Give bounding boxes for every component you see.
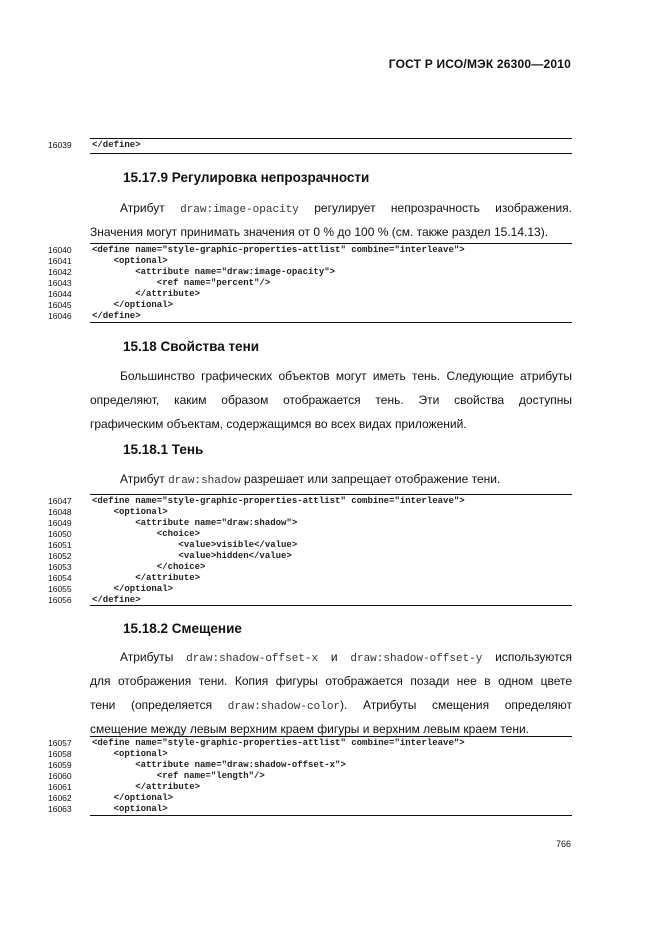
code-line — [0, 529, 661, 540]
code-line — [0, 562, 661, 573]
line-number: 16041 — [48, 256, 72, 266]
line-number: 16060 — [48, 771, 72, 781]
section-heading: 15.17.9 Регулировка непрозрачности — [123, 170, 370, 185]
text: используются — [482, 650, 572, 664]
code-text: </define> — [92, 311, 141, 321]
text: Большинство графических объектов могут иметь тень. Следующие атрибуты — [120, 369, 572, 383]
line-number: 16051 — [48, 540, 72, 550]
section-heading: 15.18.1 Тень — [123, 442, 204, 457]
paragraph — [90, 364, 572, 436]
section-heading: 15.18 Свойства тени — [123, 339, 260, 354]
document-header: ГОСТ Р ИСО/МЭК 26300—2010 — [388, 57, 571, 71]
line-number: 16055 — [48, 584, 72, 594]
line-number: 16042 — [48, 267, 72, 277]
code-line — [0, 267, 661, 278]
code-line — [0, 311, 661, 322]
line-number: 16040 — [48, 245, 72, 255]
code-line — [0, 573, 661, 584]
code-text: </attribute> — [92, 782, 201, 792]
paragraph-line — [90, 364, 572, 388]
line-number: 16049 — [48, 518, 72, 528]
code-text: <choice> — [92, 529, 201, 539]
paragraph-line: графическим объектам, содержащимся во всех видах приложений. — [90, 417, 467, 431]
code-text: </optional> — [92, 300, 174, 310]
code-text: </optional> — [92, 793, 174, 803]
code-rule-top — [90, 736, 572, 737]
paragraph-line: смещение между левым верхним краем фигуры и верхним левым краем тени. — [90, 722, 529, 736]
page-number: 766 — [555, 839, 571, 849]
text: разрешает или запрещает отображение тени. — [240, 472, 501, 486]
paragraph-line: Значения могут принимать значения от 0 % до 100 % (см. также раздел 15.14.13). — [90, 225, 549, 239]
section-heading: 15.18.2 Смещение — [123, 621, 242, 636]
text: Атрибут — [120, 472, 169, 486]
line-number: 16047 — [48, 496, 72, 506]
paragraph — [90, 645, 572, 741]
text: и — [318, 650, 351, 664]
line-number: 16062 — [48, 793, 72, 803]
code-line — [0, 551, 661, 562]
paragraph — [90, 467, 572, 491]
line-number: 16045 — [48, 300, 72, 310]
code-line — [0, 507, 661, 518]
line-number: 16056 — [48, 595, 72, 605]
paragraph-line — [90, 467, 572, 491]
code-text: </attribute> — [92, 289, 201, 299]
inline-code: draw:shadow-offset-x — [186, 653, 319, 665]
code-text: </optional> — [92, 584, 174, 594]
line-number: 16044 — [48, 289, 72, 299]
line-number: 16057 — [48, 738, 72, 748]
code-line — [0, 245, 661, 256]
line-number: 16058 — [48, 749, 72, 759]
code-rule-top — [90, 138, 572, 139]
line-number: 16050 — [48, 529, 72, 539]
inline-code: draw:shadow-color — [227, 701, 341, 713]
paragraph-line — [90, 645, 572, 669]
code-rule-top — [90, 494, 572, 495]
code-line — [0, 749, 661, 760]
line-number: 16059 — [48, 760, 72, 770]
code-line — [0, 300, 661, 311]
code-rule-top — [90, 243, 572, 244]
line-number: 16053 — [48, 562, 72, 572]
text: регулирует непрозрачность изображения. — [298, 201, 572, 215]
inline-code: draw:image-opacity — [180, 204, 299, 216]
inline-code: draw:shadow — [168, 475, 241, 487]
text: Атрибуты — [120, 650, 187, 664]
code-line — [0, 496, 661, 507]
code-text: <attribute name="draw:shadow-offset-x"> — [92, 760, 346, 770]
code-text: <optional> — [92, 749, 168, 759]
code-line — [0, 771, 661, 782]
paragraph-line — [90, 196, 572, 220]
paragraph-line: определяют, каким образом отображается тень. Эти свойства доступны — [90, 393, 572, 407]
line-number: 16052 — [48, 551, 72, 561]
code-text: <optional> — [92, 507, 168, 517]
code-text: <define name="style-graphic-properties-attlist" combine="interleave"> — [92, 245, 465, 255]
code-text: </attribute> — [92, 573, 201, 583]
code-text: <ref name="percent"/> — [92, 278, 271, 288]
code-rule-bottom — [90, 322, 572, 323]
inline-code: draw:shadow-offset-y — [350, 653, 483, 665]
code-line — [0, 760, 661, 771]
code-text: </choice> — [92, 562, 206, 572]
code-line — [0, 584, 661, 595]
code-text: <value>visible</value> — [92, 540, 298, 550]
line-number: 16039 — [48, 140, 72, 150]
code-text: <attribute name="draw:image-opacity"> — [92, 267, 336, 277]
paragraph — [90, 196, 572, 244]
text: тени (определяется — [90, 698, 228, 712]
paragraph-line: для отображения тени. Копия фигуры отображается позади нее в одном цвете — [90, 674, 572, 688]
line-number: 16043 — [48, 278, 72, 288]
code-rule-bottom — [90, 605, 572, 606]
code-text: <define name="style-graphic-properties-attlist" combine="interleave"> — [92, 738, 465, 748]
code-text: <define name="style-graphic-properties-attlist" combine="interleave"> — [92, 496, 465, 506]
code-rule-bottom — [90, 815, 572, 816]
text: ). Атрибуты смещения определяют — [340, 698, 573, 712]
code-text: <attribute name="draw:shadow"> — [92, 518, 298, 528]
code-line — [0, 518, 661, 529]
code-text: </define> — [92, 140, 141, 150]
code-text: <optional> — [92, 256, 168, 266]
paragraph-line — [90, 693, 572, 717]
line-number: 16046 — [48, 311, 72, 321]
code-text: </define> — [92, 595, 141, 605]
code-line — [0, 738, 661, 749]
code-line — [0, 289, 661, 300]
code-text: <ref name="length"/> — [92, 771, 265, 781]
code-line — [0, 793, 661, 804]
line-number: 16048 — [48, 507, 72, 517]
code-line — [0, 804, 661, 815]
code-line — [0, 256, 661, 267]
line-number: 16054 — [48, 573, 72, 583]
code-text: <value>hidden</value> — [92, 551, 292, 561]
code-line — [0, 140, 661, 151]
code-text: <optional> — [92, 804, 168, 814]
code-line — [0, 782, 661, 793]
code-rule-bottom — [90, 153, 572, 154]
line-number: 16061 — [48, 782, 72, 792]
code-line — [0, 540, 661, 551]
text: Атрибут — [120, 201, 181, 215]
code-line — [0, 278, 661, 289]
line-number: 16063 — [48, 804, 72, 814]
